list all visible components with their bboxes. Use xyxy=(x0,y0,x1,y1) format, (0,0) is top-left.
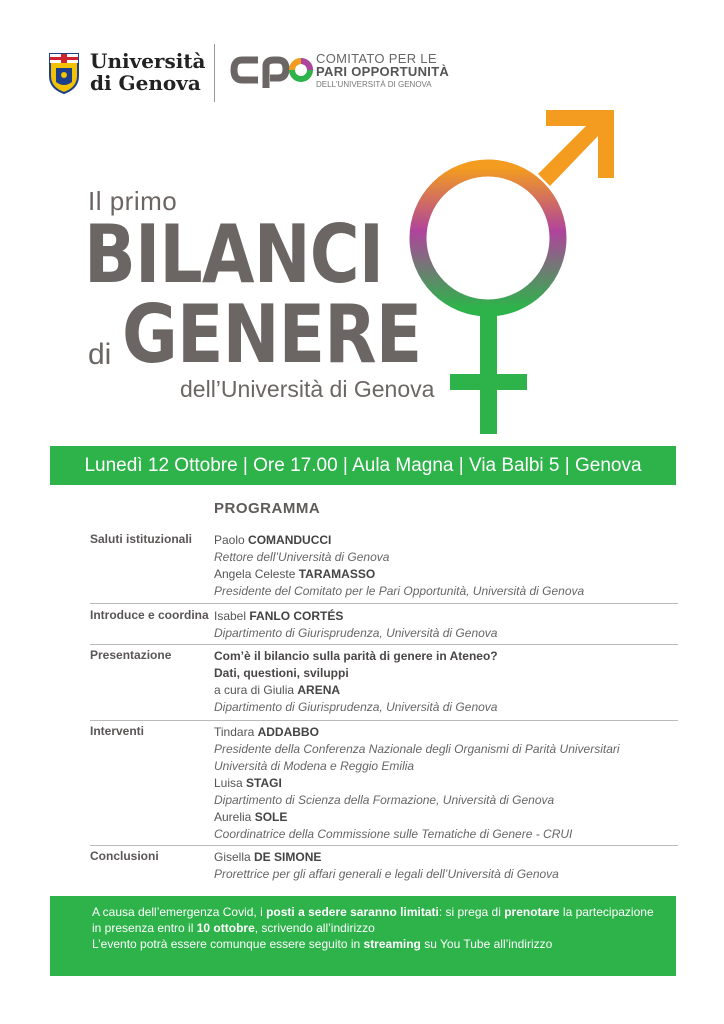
section-divider xyxy=(90,644,678,645)
section-label: Saluti istituzionali xyxy=(90,532,193,546)
speaker-first-name: Luisa xyxy=(214,776,247,790)
title-pre: Il primo xyxy=(88,186,178,216)
speaker-last-name: ARENA xyxy=(297,683,341,697)
cpo-line1: COMITATO PER LE xyxy=(316,51,437,66)
section-divider xyxy=(90,845,678,846)
speaker-first-name: Aurelia xyxy=(214,810,255,824)
notice-text: la partecipazione xyxy=(559,905,654,919)
notice-text: su You Tube all’indirizzo xyxy=(420,937,553,951)
programma-title: PROGRAMMA xyxy=(214,500,321,517)
section-label: Conclusioni xyxy=(90,849,159,863)
speaker-first-name: Tindara xyxy=(214,725,258,739)
speaker-last-name: TARAMASSO xyxy=(298,567,376,581)
covid-notice xyxy=(50,896,676,976)
speaker-name xyxy=(214,775,684,792)
title-di: di xyxy=(88,338,112,371)
speaker-name xyxy=(214,849,684,866)
section-divider xyxy=(90,720,678,721)
speaker-name xyxy=(214,682,684,699)
speaker-role: Presidente del Comitato per le Pari Opportunità, Università di Genova xyxy=(214,584,585,598)
speaker-last-name: STAGI xyxy=(246,776,282,790)
speaker-role: Prorettrice per gli affari generali e legali dell’Università di Genova xyxy=(214,867,559,881)
speaker-role: Università di Modena e Reggio Emilia xyxy=(214,759,415,773)
section-label: Interventi xyxy=(90,724,145,738)
section-presentazione xyxy=(90,648,680,718)
section-label: Presentazione xyxy=(90,648,172,662)
notice-text: , scrivendo all’indirizzo xyxy=(254,921,375,935)
speaker-name xyxy=(214,809,684,826)
notice-bold: posti a sedere saranno limitati xyxy=(266,905,439,919)
notice-line1 xyxy=(92,904,676,920)
notice-bold: 10 ottobre xyxy=(196,921,255,935)
speaker-last-name: ADDABBO xyxy=(257,725,319,739)
section-interventi xyxy=(90,724,680,844)
title-genere: GENERE xyxy=(122,288,422,381)
speaker-role: Dipartimento di Scienza della Formazione, Università di Genova xyxy=(214,793,555,807)
speaker-name xyxy=(214,566,684,583)
section-introduce xyxy=(90,608,680,644)
notice-line2 xyxy=(92,920,676,936)
speaker-role: Dipartimento di Giurisprudenza, Università di Genova xyxy=(214,626,498,640)
notice-text: : si prega di xyxy=(438,905,505,919)
university-name-line1: Università xyxy=(90,49,206,73)
speaker-role: Presidente della Conferenza Nazionale degli Organismi di Parità Universitari xyxy=(214,742,620,756)
talk-title-line1: Com’è il bilancio sulla parità di genere in Ateneo? xyxy=(214,649,498,663)
speaker-last-name: SOLE xyxy=(254,810,288,824)
speaker-last-name: FANLO CORTÉS xyxy=(249,609,344,623)
event-info-bar: Lunedì 12 Ottobre | Ore 17.00 | Aula Magna | Via Balbi 5 | Genova xyxy=(50,446,676,485)
section-saluti xyxy=(90,532,680,602)
speaker-name xyxy=(214,532,684,549)
notice-text: A causa dell’emergenza Covid, i xyxy=(92,905,267,919)
gender-symbol-icon xyxy=(400,104,620,440)
speaker-role: Coordinatrice della Commissione sulle Tematiche di Genere - CRUI xyxy=(214,827,573,841)
notice-bold: streaming xyxy=(363,937,421,951)
section-label: Introduce e coordina xyxy=(90,608,209,622)
title-block xyxy=(0,0,724,440)
university-name-line2: di Genova xyxy=(90,71,201,95)
cpo-line3: DELL'UNIVERSITÀ DI GENOVA xyxy=(316,80,432,89)
notice-line3 xyxy=(92,936,676,952)
cpo-line2: PARI OPPORTUNITÀ xyxy=(316,64,450,79)
title-bilanci: BILANCI xyxy=(84,208,384,301)
section-conclusioni xyxy=(90,849,680,885)
notice-text: in presenza entro il xyxy=(92,921,197,935)
speaker-first-name: Isabel xyxy=(214,609,250,623)
speaker-role: Rettore dell’Università di Genova xyxy=(214,550,390,564)
speaker-first-name: Gisella xyxy=(214,850,255,864)
speaker-first-name: Paolo xyxy=(214,533,249,547)
speaker-name xyxy=(214,608,684,625)
title-subtitle: dell’Università di Genova xyxy=(180,376,435,402)
speaker-last-name: DE SIMONE xyxy=(254,850,322,864)
speaker-name xyxy=(214,724,684,741)
speaker-first-name: Angela Celeste xyxy=(214,567,299,581)
speaker-first-name: a cura di Giulia xyxy=(214,683,298,697)
talk-title-line2: Dati, questioni, sviluppi xyxy=(214,666,349,680)
speaker-last-name: COMANDUCCI xyxy=(248,533,332,547)
notice-text: L’evento potrà essere comunque essere seguito in xyxy=(92,937,364,951)
notice-bold: prenotare xyxy=(504,905,560,919)
speaker-role: Dipartimento di Giurisprudenza, Università di Genova xyxy=(214,700,498,714)
section-divider xyxy=(90,603,678,604)
